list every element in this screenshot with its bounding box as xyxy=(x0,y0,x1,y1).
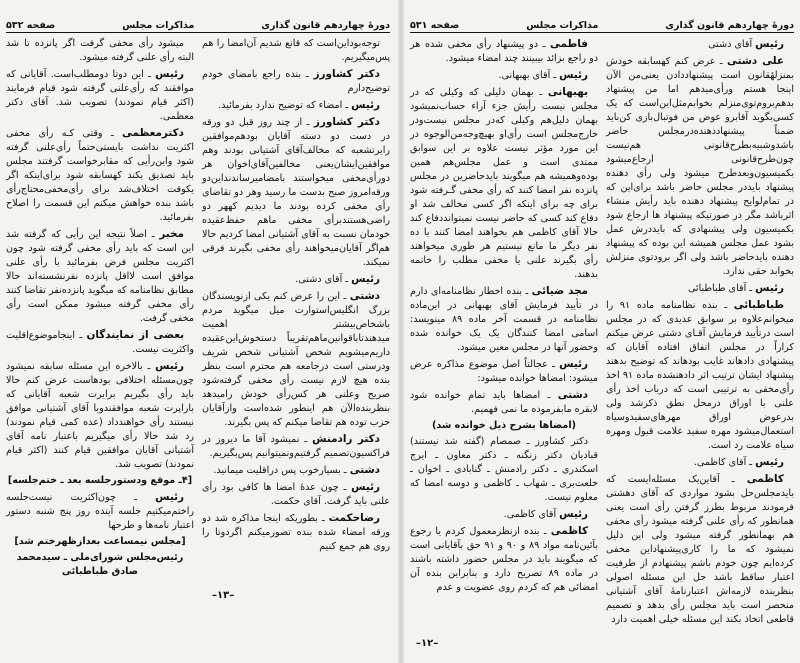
speaker-name: رضاحکمت xyxy=(328,512,380,524)
speaker-name: دکتر رادمنش xyxy=(312,433,380,445)
paragraph xyxy=(410,419,598,433)
paragraph-text: ـ بنده ازنظرمعمول کردم یا رجوع بآئین‌نامه مواد ۸۹ و ۹۰ و ۹۱ حق بآقایانی است که میگویند باید در مجلس حضور داشته باشند در ماده ۸۹ تصریح دارد و بنابراین بنده آن امضائی هم که کردم روی عضویت و عدم xyxy=(410,526,598,593)
paragraph xyxy=(6,359,194,472)
speaker-name: دکتر کشاورز xyxy=(313,116,380,128)
paragraph-text: ـ آقای کاظمی. xyxy=(693,457,753,468)
paragraph-text: آقای دشتی xyxy=(708,39,753,50)
speaker-name: علی دشتی xyxy=(726,55,785,67)
paragraph-text: ـ آقای دشتی. xyxy=(295,274,349,285)
paragraph xyxy=(606,54,794,279)
paragraph xyxy=(202,289,390,430)
paragraph-text: ـ بطوریکه اینجا مذاکره شد دو ورقه امضاء شده بنده تصورمیکنم اگردوتا را روی هم جمع کنیم xyxy=(202,513,390,552)
text-column xyxy=(202,37,390,556)
paragraph xyxy=(6,227,194,326)
paragraph xyxy=(410,388,598,417)
speaker-name: بعضی از نمایندگان xyxy=(86,329,184,341)
paragraph-text: ـ امضاها باید تمام خوانده شود لابقره مابفرموده ما نمی فهمیم. xyxy=(410,390,598,415)
paragraph xyxy=(6,126,194,225)
paragraph-text: ـ اینجاموضوع‌اقلیت واکثریت نیست. xyxy=(6,330,194,355)
paragraph xyxy=(202,511,390,554)
paragraph-text: ـ بنده اخطار نظامنامه‌ای دارم در تأیید فرمایش آقای بهبهانی در این‌ماده نظامنامه در قسمت آخر ماده ۸۹ مینویسد: اسامی امضا کنندگان یک یک خوانده شده وحضور آنها در مجلس معین میشود. xyxy=(410,286,598,353)
speaker-name: دکترمعظمی xyxy=(122,127,184,139)
paragraph xyxy=(202,98,390,113)
speaker-name: رئیس xyxy=(559,358,588,370)
text-column xyxy=(410,37,598,597)
paragraph xyxy=(6,67,194,124)
page-footer-number: –۱۳– xyxy=(212,590,235,601)
session-title: دورهٔ چهاردهم قانون گذاری xyxy=(261,20,390,31)
paragraph xyxy=(410,357,598,386)
page-number: صفحه ۵۳۱ xyxy=(410,20,460,31)
paragraph xyxy=(410,37,598,66)
paragraph-text: ـ بنده نظامنامه ماده ۹۱ را میخوانم‌علاوه بر سوابق عدیدی که در مجلس است در‌تأیید فرمایش آقـای دشتی عرض میکنم کراراً در مجلس اتفاق افتاده آقایان که پیشنهادی دادهاند غایب بودهاند که توضیح بدهند پیشنهاد ایشان ترتیب اثر دادهنشده ماده ۹۱ اخذ رأی‌مخفی به ترتیبی است که درباب اخذ رأی علنی با اوراق درمحل نطق ذکرشد ولی بدرعوض اوراق مهرهای‌سفیدوسیاه استعمال‌میشود مهره سفید علامت قبول ومهره سیاه علامت رد است. xyxy=(606,300,794,451)
paragraph xyxy=(202,480,390,509)
speaker-name: رئیس xyxy=(351,99,380,111)
paragraph-text: دکتر کشاورز ـ صمصام (گفته شد نیستند) قبادیان دکتر زنگنه ـ دکتر معاون ـ ایرج اسکندری ـ دکتر رادمنش ـ گنابادی ـ اخوان ـ خلعت‌بری ـ شهاب ـ کاظمی و دوسه امضا که معلوم نیست. xyxy=(410,436,598,503)
paragraph xyxy=(202,115,390,270)
speaker-name: کاظمی xyxy=(746,473,784,485)
paragraph xyxy=(6,551,194,579)
paragraph xyxy=(6,328,194,357)
speaker-name: مخبر xyxy=(159,228,184,240)
paragraph-text: ـ عرض کنم کهسابقه خودش بمنزلهٔقانون است پیشنهاددادن یعنی‌من الآن اینجا هستم ورأی‌میدهم اما من پیشنهاد بدهم‌بروم‌توی‌منزلم بخوابم‌مثل‌این‌است که یک کسی‌بگوید آقابرو عوض من فوتبال‌بازی کن‌باید ضمناً پیشنهاددهنده‌درمجلس حاضر باشدوشبیه‌بطرح‌قانونی هم‌نیست چون‌طرح‌قانونی ارجاع‌میشود بکمیسیون‌وبعدطرح میشود ولی رأی دهنده پیشنهاد بایددر مجلس حاضر باشد برای‌این که در تمام‌لوایح پیشنهاد دهنده باید رأیش منشاء اثرباشد مگر در صورتیکه پیشنهاد ها ارجاع شود بکمیسیون ولی پیشنهادی که بایددرش عمل بشود عمل مجلس همیشه این بوده که پیشنهاد دهنده بایدحاضر باشد ولی اگر برودتوی منزلش بخوابد حقی ندارد. xyxy=(606,56,794,277)
speaker-name: مجد ضیائی xyxy=(531,285,588,297)
paragraph xyxy=(6,490,194,533)
right-page xyxy=(404,0,800,663)
paragraph xyxy=(410,435,598,505)
text-columns xyxy=(410,37,794,629)
paragraph-text: ـ چون‌اکثریت نیست‌جلسه راختم‌میکنیم جلسه آینده روز پنج شنبه دستور اعتبار نامه‌ها و طرحها xyxy=(6,492,194,531)
speaker-name: طباطبائی xyxy=(733,299,784,311)
paragraph xyxy=(202,432,390,461)
paragraph xyxy=(606,455,794,470)
paragraph xyxy=(410,68,598,83)
paragraph xyxy=(202,37,390,65)
page-footer-number: –۱۲– xyxy=(416,638,439,649)
paragraph-text: [۴ـ موقع ودستورجلسه بعد ـ ختم‌جلسه] xyxy=(7,475,193,486)
paragraph-text: آقای کاظمی. xyxy=(503,509,557,520)
speaker-name: رئیس xyxy=(155,68,184,80)
text-columns xyxy=(6,37,390,581)
paragraph xyxy=(6,37,194,65)
speaker-name: رئیس xyxy=(351,273,380,285)
paragraph-text: (امضاها بشرح ذیل خوانده شد) xyxy=(431,420,576,431)
speaker-name: بهبهانی xyxy=(547,86,588,98)
paragraph-text: ـ بنده راجع بامضای خودم توضیح‌دارم xyxy=(202,69,390,94)
speaker-name: کاظمی xyxy=(550,525,588,537)
page-number: صفحه ۵۳۲ xyxy=(6,20,56,31)
paragraph-text: میشود رأی مخفی گرفت اگر پانزده تا شد البته رأی علنی گرفته میشود. xyxy=(6,38,194,63)
paragraph-text: ـ از چند روز قبل دو ورقه در دست دو دسته آقایان بودهم‌موافقین رایرتشعبه که مخالف‌آقای آشتیانی بودند وهم موافقین‌ایشان‌یعنی مخالفین‌آقای‌اخوان هر دورأی‌مخفی میخواستند بامضامیرساندنداین‌دو ورقه‌امروز صبح بدست ما رسید وهر دو تقاضای رأی مخفی کرده بودند ما دیدیم کههر دو راضی‌هستندبرأی مخفی ماهم حفظ‌عقیده خودمان نسبت به آقای آشتیانی امضا کردیم حالا هم‌اگر آقایان‌میخواهند رأی مخفی بگیرند فرقی نمیکند. xyxy=(202,117,390,268)
speaker-name: رئیس xyxy=(559,508,588,520)
paragraph xyxy=(410,507,598,522)
speaker-name: دشتی xyxy=(349,290,380,302)
paragraph-text: توجه‌بوداین‌است که قانع شدیم آن‌امضا را هم پس‌میگیریم. xyxy=(202,38,390,63)
paragraph-text: ـ نمیشود آقا ما دیروز در فراکسیون‌تصمیم گرفتیم‌ونمیتوانیم پس‌بگیریم. xyxy=(202,434,390,459)
page-header xyxy=(6,14,390,33)
speaker-name: دشتی xyxy=(557,389,588,401)
speaker-name: رئیس xyxy=(559,69,588,81)
paragraph xyxy=(410,284,598,355)
page-header xyxy=(410,14,794,33)
speaker-name: رئیس xyxy=(755,282,784,294)
paragraph xyxy=(6,474,194,488)
paragraph-text: ـ این دوتا دومطلب‌است. آقایانی که موافقند که رأی‌علنی گرفته شود قیام فرمایند (اکثر قیام نمودند) تصویب شد. آقای دکتر معظمی. xyxy=(6,69,194,122)
speaker-name: فاطمی xyxy=(550,38,588,50)
paragraph xyxy=(606,298,794,453)
paragraph xyxy=(202,463,390,478)
speaker-name: دشتی xyxy=(349,464,380,476)
text-column xyxy=(606,37,794,629)
speaker-name: رئیس xyxy=(155,360,184,372)
paragraph-text: ـ بالاخره این مسئله سابقه نمیشود چون‌مسئله اختلافی بودهاست عرض کنم حالا باید رأی بگیریم برایرت شعبه آقایانی که باراپرت شعبه موافقندوبا آقای آشتیانی موافق نیستند رأی خواهندداد (عده کمی قیام نمودند) رد شد حالا رأی میگیریم باعتبار نامه آقای آشتیانی آقایان موافقین قیام کنند (اکثر قیام نمودند) تصویب شد. xyxy=(6,361,194,470)
paragraph xyxy=(606,472,794,627)
session-title: دورهٔ چهاردهم قانون گذاری xyxy=(665,20,794,31)
paragraph-text: ـ دو پیشنهاد رأی مخفی شده هر دو راجع بزائد بیبینند چند امضاء میشود. xyxy=(410,39,598,64)
paragraph xyxy=(606,281,794,296)
paragraph-text: ـ آقای بهبهانی. xyxy=(498,70,557,81)
left-page xyxy=(0,0,396,615)
paragraph-text: ـ امضاء که توضیح ندارد بفرمائید. xyxy=(218,100,349,111)
paragraph-text: ـ عجالتاً اصل موضوع مذاکره عرض میشود: امضاها خوانده میشود: xyxy=(410,359,598,384)
paragraph-text: ـ بهمان دلیلی که وکیلی که در مجلس نیست رأیش جزء آراء حساب‌نمیشود بهمان دلیل‌هم وکیلی که‌در مجلس نیست‌ودر خارج‌مجلس است رأی‌او بهیچ‌وجه‌من‌الوجوه در این مورد مؤثر نیست علاوه بر این سوابق ممتدی است و عمل مجلس‌هم همین بوده‌وهمیشه هم میگویند بایدحاضرین در مجلس پانزده نفر امضا کنند که رأی مخفی گـرفته شود برای چه برای اینکه اگر کسی مخالف شد او دفاع کند کسی که حاضر نیست نمیتوانددفاع کند حالا آقای کاظمی هم بخواهند امضا کنند یا ده نفر دیگر ما مانع نیستیم هر طوری میخواهند رأی بگیرند علنی یا مخفی مطلب را خاتمه بدهند. xyxy=(410,87,598,280)
paragraph xyxy=(410,524,598,595)
paragraph xyxy=(202,272,390,287)
paragraph-text: ـ این را عرض کنم یکی ازنویسندگان بزرگ انگلیس‌استوارت میل میگوید مردم باشخاص‌بیشتر اهمیت میدهندتاباقوانین‌ماهم‌تقریباً دستخوش‌این‌عقیده داریم‌میشویم شخص آشتیانی شخص شریف ودرستی است درجامعه هم محترم است بنظر بنده هیچ لازم نیست رأی مخفی گرفته‌شود صریح وعلنی هر کس‌رأی خودش رامیدهد بنظربنده‌الآن هم اینطور شده‌است وازآقایان حزب توده هم تقاضا میکنم که پس بگیرند. xyxy=(202,291,390,428)
paragraph-text: [مجلس نیمساعت بعدازظهرختم شد] xyxy=(14,536,186,547)
paragraph xyxy=(410,85,598,282)
paragraph-text: ـ آقاین‌یک مسئله‌ایست که بایدمجلس‌حل بشود مواردی که آقای دهشتی فرمودند مربوط بطرز گرفتن رأی است یعنی همانطور که رأی علنی گرفته میشود رأی مخفی هم بهمانطور گرفته میشود ولی این دلیل نمیشود که ما را کاری‌پیشنهاد‌این مخفی کرده‌ایم چون خودم باشم پیشنهادم از طرفیت اعتبار ساقط باشد حل این مسئله اصولی بنظربنده لازمه‌اش اعتبارنامهٔ آقای آشتیانی منحصر است باید مجلس رأی بدهد و تصمیم قاطعی اتخاذ بکند این مسئله خیلی اهمیت دارد xyxy=(606,474,794,625)
proceedings-title: مذاکرات مجلس xyxy=(122,20,195,31)
speaker-name: رئیس xyxy=(351,481,380,493)
paragraph-text: ـ اصلاً نتیجه این رأیی که گرفته شد این است که باید رأی مخفی گرفته شود چون اکثریت مجلس فرض بفرمائید با رأی علنی موافق است لااقل پانزده نفرنشسته‌اند حالا مطابق نظامنامه که میگوید پانزده‌نفر تقاضا کنند رأی مخفی گرفته میشود ممکن است رأی مخفی گرفت. xyxy=(6,229,194,324)
speaker-name: رئیس xyxy=(755,456,784,468)
speaker-name: رئیس xyxy=(155,491,184,503)
paragraph-text: ـ بسیارخوب پس دراقلیت میمانید. xyxy=(213,465,347,476)
paragraph xyxy=(202,67,390,96)
speaker-name: دکتر کشاورز xyxy=(313,68,380,80)
paragraph-text: ـ آقای طباطبائی xyxy=(687,283,753,294)
paragraph-text: رئیس‌مجلس شورای‌ملی ـ سیدمحمد صادق طباطبائی xyxy=(16,552,184,577)
paragraph xyxy=(6,535,194,549)
paragraph-text: ـ چون عدهٔ امضا ها کافی بود رأی علنی باید گرفت. آقای حکمت. xyxy=(202,482,390,507)
proceedings-title: مذاکرات مجلس xyxy=(526,20,599,31)
text-column xyxy=(6,37,194,581)
paragraph xyxy=(606,37,794,52)
paragraph-text: ـ وقتی کـه رأی مخفی اکثریت نداشت بایستی‌حتماً رأی‌علنی گرفته شود واین‌رأیی که مقابرخواست گرفتند مجلس باید تصدیق بکند کهسابقه شود برای‌اینکه اگر یکوقت اختلاف‌شد برای رأی‌مخفی‌محتاج‌رأی باشد بنده خواهش میکنم این قسمت را اصلاح بفرمائید. xyxy=(6,128,194,223)
speaker-name: رئیس xyxy=(755,38,784,50)
